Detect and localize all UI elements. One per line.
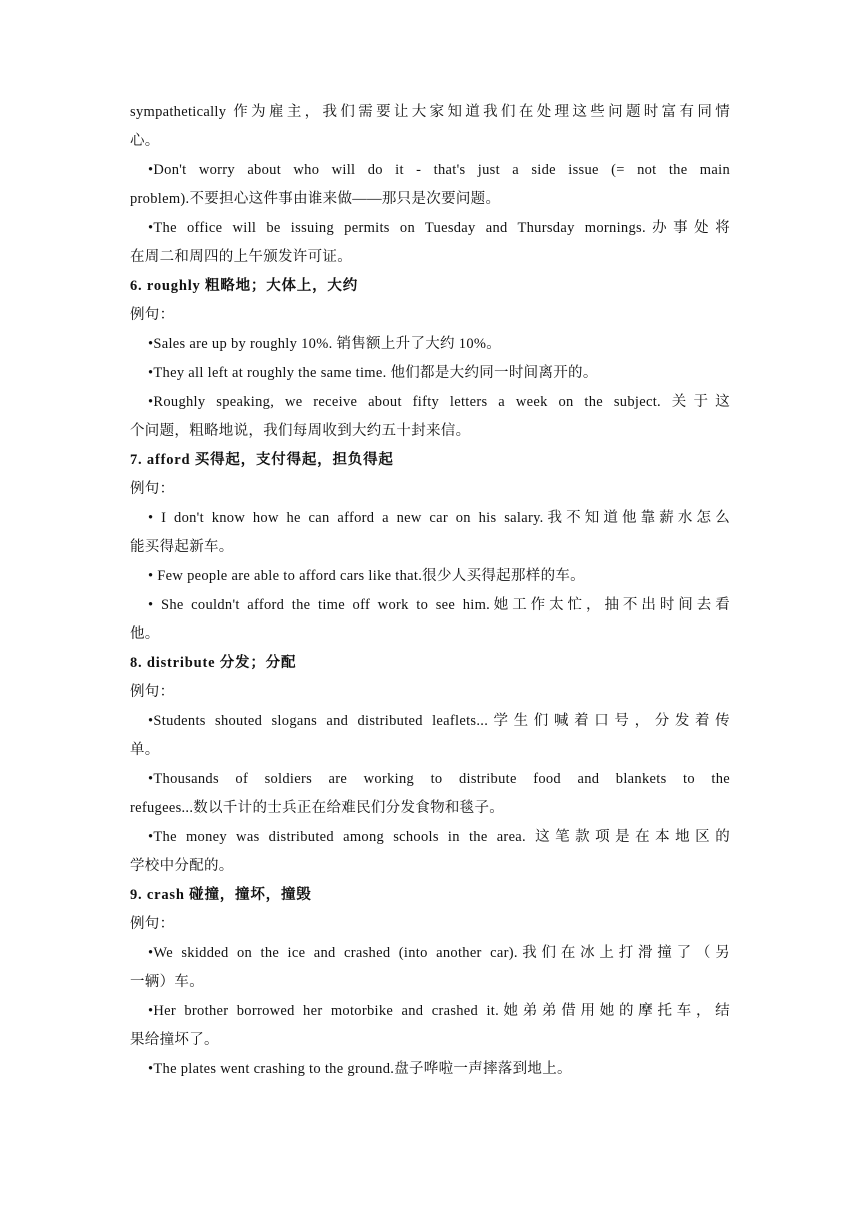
section-heading: 6. roughly 粗略地；大体上，大约 [130, 278, 359, 294]
example-sentence: •The money was distributed among schools in the area. 这笔款项是在本地区的 [148, 829, 730, 845]
text-line-continuation: 心。 [130, 133, 160, 149]
text-line-continuation: problem).不要担心这件事由谁来做——那只是次要问题。 [130, 191, 501, 207]
example-sentence: •Don't worry about who will do it - that's just a side issue (= not the main [148, 162, 730, 178]
example-sentence: •Thousands of soldiers are working to distribute food and blankets to the [148, 771, 730, 787]
example-sentence: • She couldn't afford the time off work to see him.她工作太忙，抽不出时间去看 [148, 597, 730, 613]
example-sentence: • I don't know how he can afford a new car on his salary.我不知道他靠薪水怎么 [148, 510, 730, 526]
section-heading: 7. afford 买得起，支付得起，担负得起 [130, 452, 394, 468]
section-heading: 8. distribute 分发；分配 [130, 655, 297, 671]
document-page [130, 98, 730, 1084]
text-line-continuation: 能买得起新车。 [130, 539, 234, 555]
example-label: 例句： [130, 684, 175, 700]
example-sentence: •They all left at roughly the same time. 他们都是大约同一时间离开的。 [148, 365, 598, 381]
text-line-continuation: 一辆）车。 [130, 974, 204, 990]
example-sentence: • Few people are able to afford cars like that.很少人买得起那样的车。 [148, 568, 585, 584]
example-label: 例句： [130, 307, 175, 323]
example-sentence: •Her brother borrowed her motorbike and crashed it.她弟弟借用她的摩托车，结 [148, 1003, 730, 1019]
example-sentence: •Students shouted slogans and distributed leaflets...学生们喊着口号，分发着传 [148, 713, 730, 729]
example-label: 例句： [130, 916, 175, 932]
text-line-continuation: 单。 [130, 742, 160, 758]
text-line-continuation: sympathetically 作为雇主，我们需要让大家知道我们在处理这些问题时富有同情 [130, 104, 730, 120]
text-line-continuation: refugees...数以千计的士兵正在给难民们分发食物和毯子。 [130, 800, 505, 816]
example-sentence: •We skidded on the ice and crashed (into another car).我们在冰上打滑撞了（另 [148, 945, 730, 961]
text-line-continuation: 学校中分配的。 [130, 858, 234, 874]
example-label: 例句： [130, 481, 175, 497]
text-line-continuation: 个问题，粗略地说，我们每周收到大约五十封来信。 [130, 423, 471, 439]
example-sentence: •The office will be issuing permits on Tuesday and Thursday mornings.办事处将 [148, 220, 730, 236]
example-sentence: •Roughly speaking, we receive about fifty letters a week on the subject. 关于这 [148, 394, 730, 410]
text-line-continuation: 在周二和周四的上午颁发许可证。 [130, 249, 352, 265]
text-line-continuation: 果给撞坏了。 [130, 1032, 219, 1048]
section-heading: 9. crash 碰撞，撞坏，撞毁 [130, 887, 312, 903]
text-line-continuation: 他。 [130, 626, 160, 642]
example-sentence: •The plates went crashing to the ground.盘子哗啦一声摔落到地上。 [148, 1061, 572, 1077]
example-sentence: •Sales are up by roughly 10%. 销售额上升了大约 10%。 [148, 336, 502, 352]
